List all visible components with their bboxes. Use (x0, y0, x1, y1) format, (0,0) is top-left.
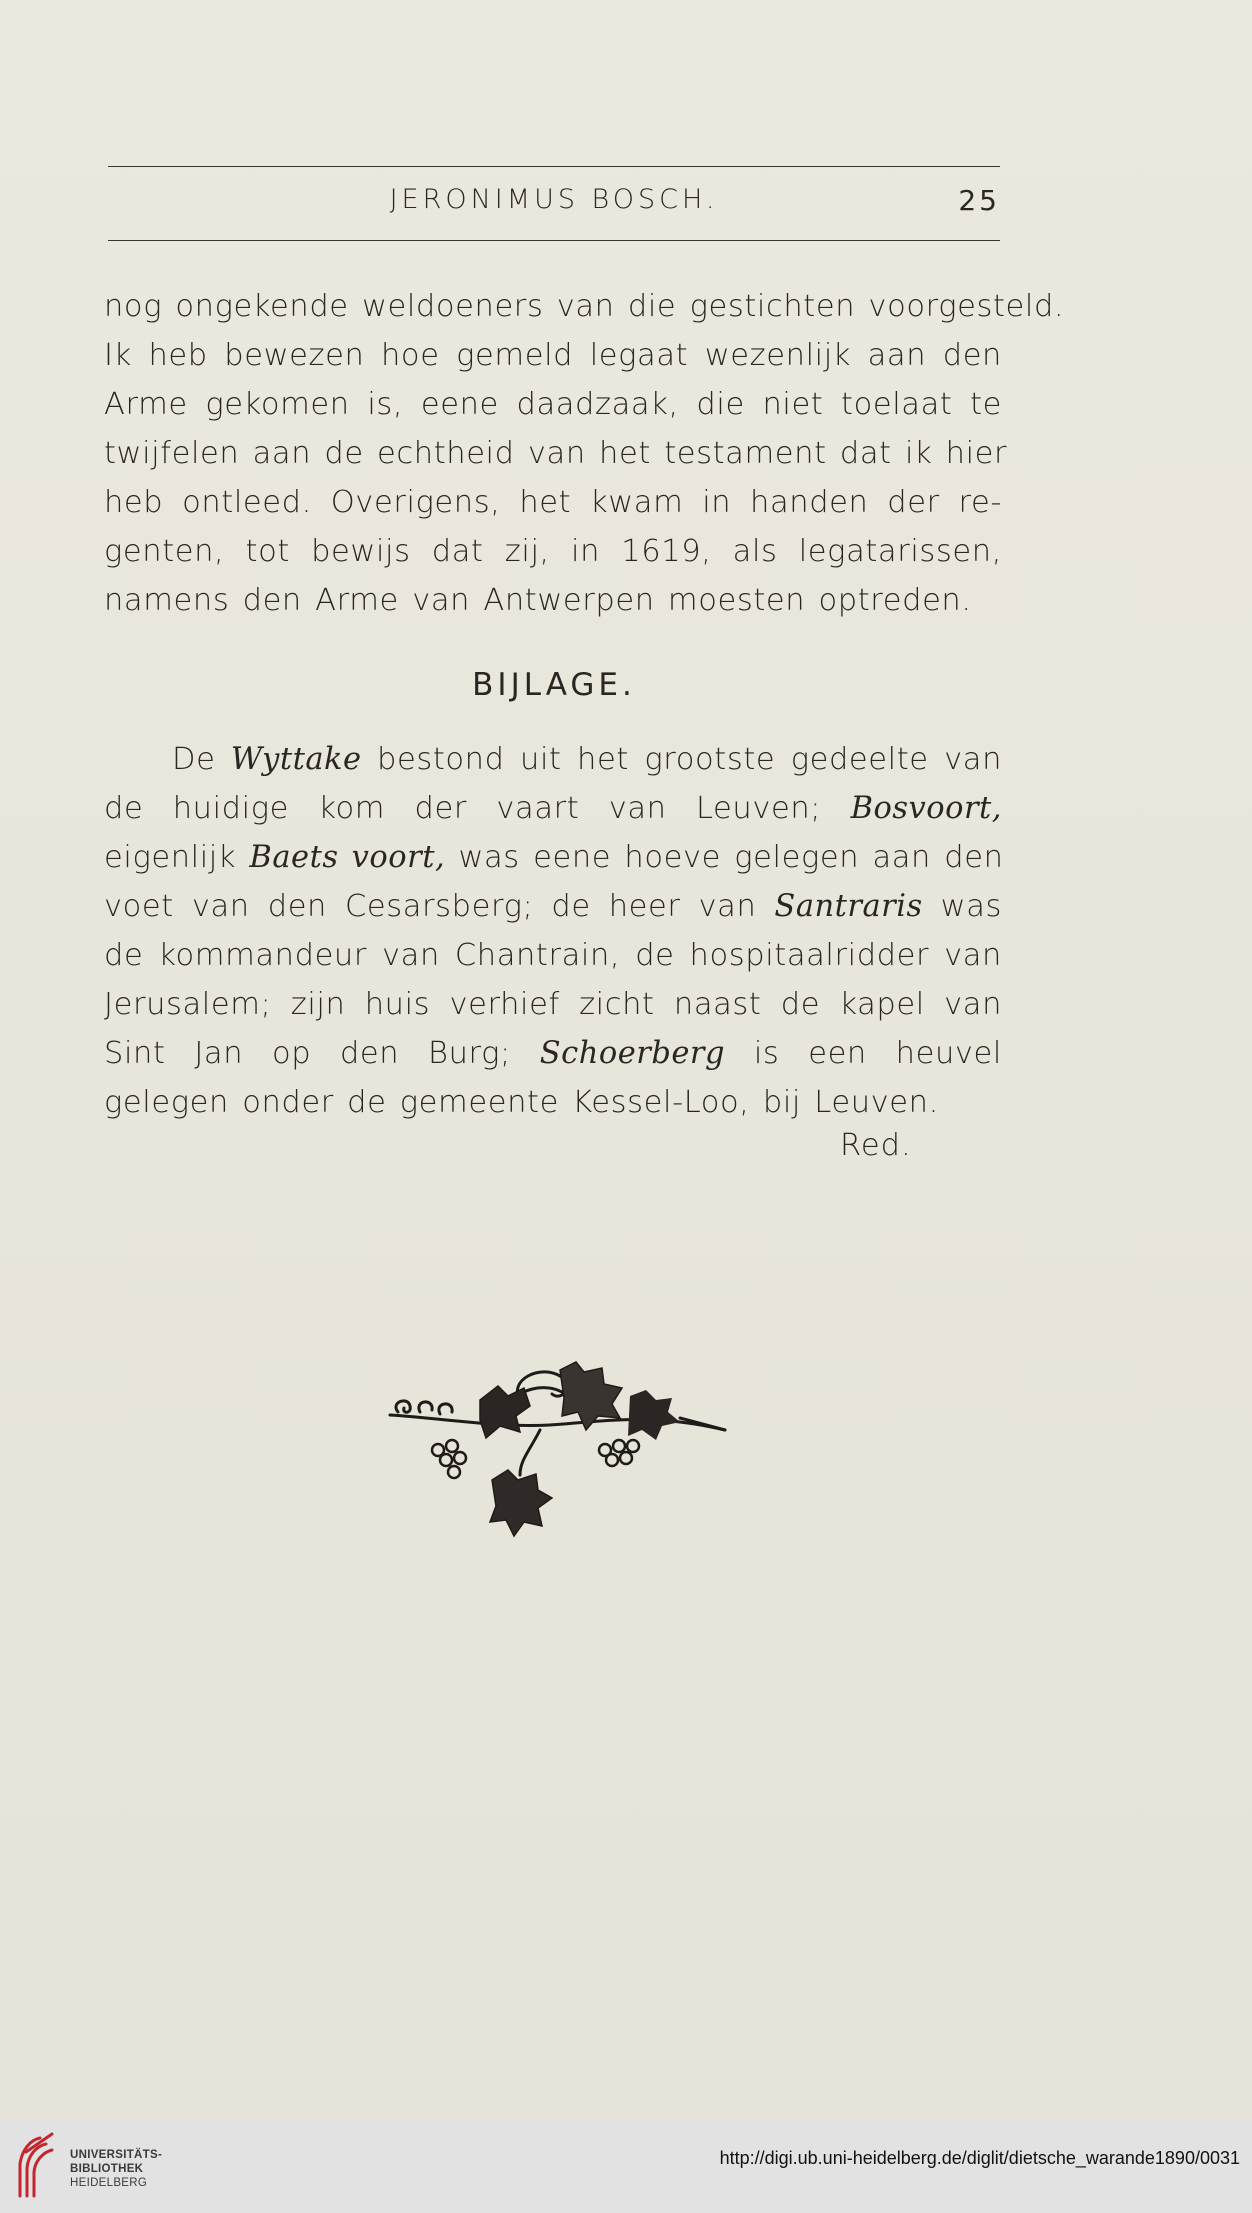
text-run: voet van den Cesarsberg; de heer van (104, 889, 775, 924)
text-run: eigenlijk (104, 840, 250, 875)
text-run: Sint Jan op den Burg; (104, 1036, 540, 1071)
text-line: Jerusalem; zijn huis verhief zicht naast de kapel van (104, 987, 1002, 1022)
text-run: was (922, 889, 1002, 924)
italic-term: Schoerberg (539, 1036, 726, 1071)
text-run: De (172, 742, 231, 777)
text-line: Arme gekomen is, eene daadzaak, die niet toelaat te (104, 387, 1002, 422)
grapevine-ornament-icon (380, 1360, 740, 1550)
library-name-line: BIBLIOTHEK (70, 2163, 144, 2175)
signature: Red. (840, 1128, 912, 1163)
text-line: de kommandeur van Chantrain, de hospitaalridder van (104, 938, 1002, 973)
appendix-heading: BIJLAGE. (472, 667, 636, 703)
text-line (104, 784, 1002, 833)
source-url-link[interactable]: http://digi.ub.uni-heidelberg.de/diglit/dietsche_warande1890/0031 (719, 2148, 1240, 2168)
text-line: genten, tot bewijs dat zij, in 1619, als legatarissen, (104, 534, 1002, 569)
page-number: 25 (958, 184, 1000, 217)
text-line: namens den Arme van Antwerpen moesten optreden. (104, 583, 972, 618)
header-rule-top (108, 166, 1000, 167)
text-line (104, 1029, 1002, 1078)
text-line (104, 833, 1002, 882)
text-line: twijfelen aan de echtheid van het testament dat ik hier (104, 436, 1008, 471)
text-line (104, 882, 1002, 931)
text-run: bestond uit het grootste gedeelte van (361, 742, 1002, 777)
text-line: Ik heb bewezen hoe gemeld legaat wezenlijk aan den (104, 338, 1002, 373)
text-line (104, 735, 1002, 784)
university-library-logo-icon[interactable] (12, 2130, 60, 2202)
italic-term: Bosvoort, (850, 791, 1002, 826)
header-rule-bottom (108, 240, 1000, 241)
text-line: gelegen onder de gemeente Kessel-Loo, bij Leuven. (104, 1085, 939, 1120)
text-line: nog ongekende weldoeners van die gestichten voorgesteld. (104, 289, 1065, 324)
italic-term: Baets voort, (249, 840, 446, 875)
appendix-paragraph (104, 735, 1002, 1127)
text-run: de huidige kom der vaart van Leuven; (104, 791, 851, 826)
italic-term: Wyttake (230, 742, 362, 777)
library-name (70, 2148, 162, 2190)
library-name-line: HEIDELBERG (70, 2177, 148, 2189)
library-name-line: UNIVERSITÄTS- (70, 2149, 163, 2161)
running-head (108, 184, 1000, 228)
italic-term: Santraris (774, 889, 923, 924)
body-paragraph (104, 282, 1065, 625)
text-run: was eene hoeve gelegen aan den (445, 840, 1004, 875)
running-title: JERONIMUS BOSCH. (389, 184, 719, 215)
text-line: heb ontleed. Overigens, het kwam in handen der re- (104, 485, 1002, 520)
text-run: is een heuvel (725, 1036, 1002, 1071)
